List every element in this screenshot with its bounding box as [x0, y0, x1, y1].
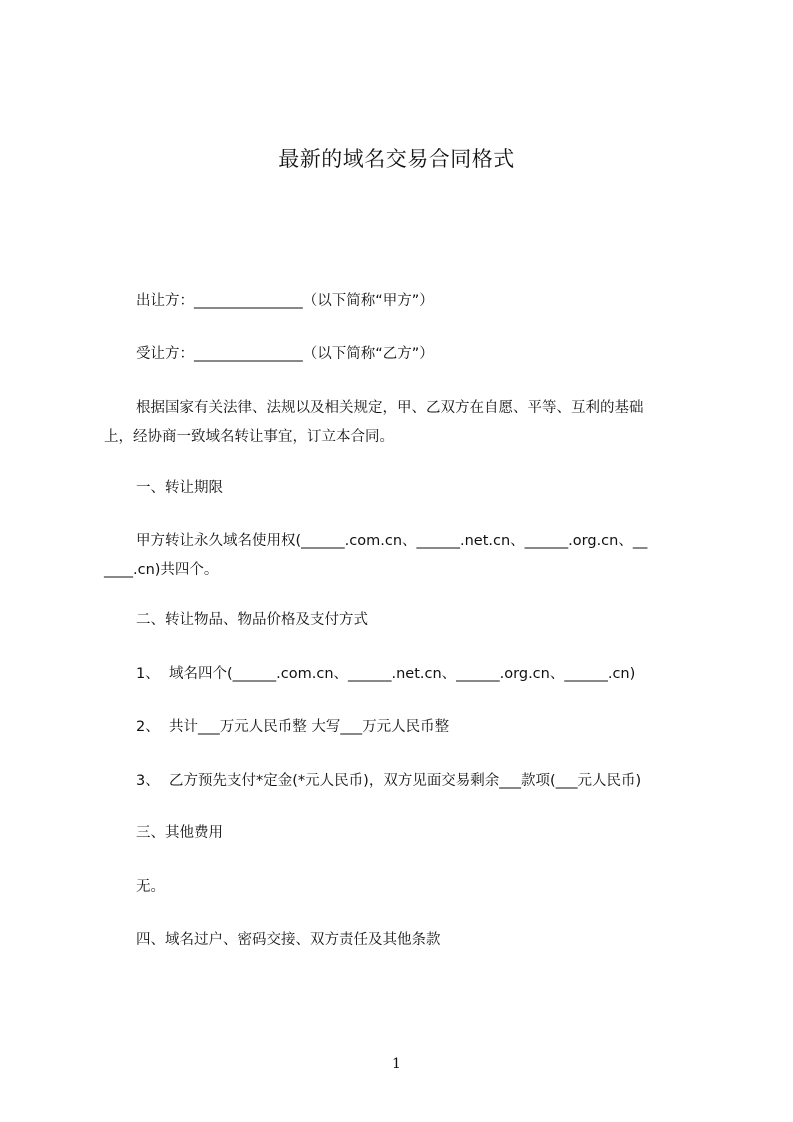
section-4-heading: 四、域名过户、密码交接、双方责任及其他条款: [136, 932, 441, 948]
item-3: [136, 771, 641, 791]
item-1-number: 1、: [136, 666, 160, 682]
party-a-line: 出让方：_______________（以下简称“甲方”）: [136, 293, 434, 309]
item-3-text: 乙方预先支付*定金(*元人民币)，双方见面交易剩余___款项(___元人民币): [169, 773, 642, 789]
section-1-heading: 一、转让期限: [136, 480, 223, 496]
document-title: 最新的域名交易合同格式: [278, 147, 515, 171]
item-1-text: 域名四个(______.com.cn、______.net.cn、______.org.cn、______.cn): [169, 666, 636, 682]
item-1: [136, 664, 635, 684]
page-number: 1: [392, 1056, 401, 1072]
item-3-number: 3、: [136, 773, 160, 789]
item-2-text: 共计___万元人民币整 大写___万元人民币整: [169, 719, 450, 735]
section-3-heading: 三、其他费用: [136, 825, 223, 841]
party-b-line: 受让方：_______________（以下简称“乙方”）: [136, 346, 434, 362]
section-3-text: 无。: [136, 879, 165, 895]
preamble-line-2: 上，经协商一致域名转让事宜，订立本合同。: [104, 429, 394, 445]
section-2-heading: 二、转让物品、物品价格及支付方式: [136, 612, 368, 628]
item-2-number: 2、: [136, 719, 160, 735]
item-2: [136, 717, 449, 737]
section-1-line-2: ____.cn)共四个。: [104, 562, 219, 578]
section-1-paragraph: [104, 527, 704, 585]
preamble-paragraph: [104, 394, 704, 452]
preamble-line-1: 根据国家有关法律、法规以及相关规定，甲、乙双方在自愿、平等、互利的基础: [136, 400, 644, 416]
section-1-line-1: 甲方转让永久域名使用权(______.com.cn、______.net.cn、______.org.cn、__: [136, 533, 648, 549]
